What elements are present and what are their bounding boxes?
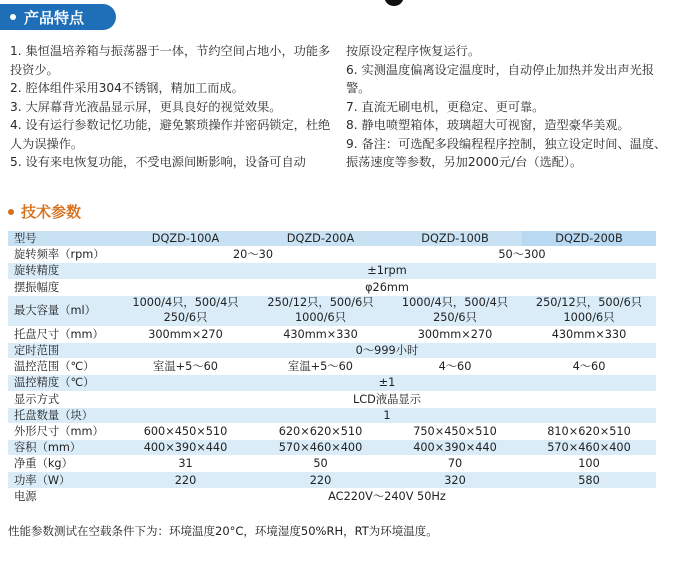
table-cell: 100: [522, 456, 656, 471]
table-cell: 620×620×510: [253, 424, 388, 439]
table-cell: 4～60: [522, 359, 656, 374]
table-row: [8, 489, 656, 504]
table-cell: 300mm×270: [118, 327, 253, 342]
row-label: 电源: [8, 489, 118, 504]
table-row: [8, 247, 656, 262]
row-label: 功率（W）: [8, 472, 118, 487]
specs-title-text: 技术参数: [21, 203, 82, 221]
row-label: 最大容量（ml）: [8, 296, 118, 326]
table-row: [8, 375, 656, 390]
row-label: 定时范围: [8, 343, 118, 358]
feature-item: 6. 实测温度偏离设定温度时，自动停止加热并发出声光报警。: [346, 62, 655, 95]
table-row: [8, 296, 656, 326]
table-row: [8, 263, 656, 278]
table-cell: 250/12只，500/6只 1000/6只: [253, 296, 388, 326]
table-cell: 580: [522, 472, 656, 487]
table-row: [8, 424, 656, 439]
table-row: [8, 327, 656, 342]
table-cell: φ26mm: [118, 280, 656, 295]
bullet-icon: [8, 209, 14, 215]
table-cell: 70: [388, 456, 522, 471]
specs-title: [8, 201, 81, 222]
table-row: [8, 359, 656, 374]
table-cell: 1: [118, 408, 656, 423]
table-row: [8, 472, 656, 487]
feature-item: 按原设定程序恢复运行。: [346, 44, 481, 58]
model-name: DQZD-100A: [118, 231, 253, 246]
table-cell: 400×390×440: [118, 440, 253, 455]
table-cell: 0～999小时: [118, 343, 656, 358]
table-row: [8, 392, 656, 407]
spec-table: [8, 230, 656, 505]
model-name: DQZD-100B: [388, 231, 522, 246]
table-cell: 430mm×330: [522, 327, 656, 342]
row-label: 托盘数量（块）: [8, 408, 118, 423]
table-cell: 300mm×270: [388, 327, 522, 342]
table-cell: 50～300: [388, 247, 656, 262]
table-cell: 1000/4只，500/4只 250/6只: [388, 296, 522, 326]
model-name: DQZD-200B: [522, 231, 656, 246]
table-cell: 570×460×400: [522, 440, 656, 455]
table-cell: 4～60: [388, 359, 522, 374]
features-right-column: [346, 42, 676, 172]
table-cell: 430mm×330: [253, 327, 388, 342]
table-cell: 220: [118, 472, 253, 487]
table-row: [8, 456, 656, 471]
feature-item: 4. 设有运行参数记忆功能，避免繁琐操作并密码锁定，杜绝人为误操作。: [10, 118, 331, 151]
features-banner: [0, 4, 116, 30]
table-cell: 31: [118, 456, 253, 471]
table-cell: 250/12只，500/6只 1000/6只: [522, 296, 656, 326]
feature-item: 9. 备注：可选配多段编程程序控制，独立设定时间、温度、振荡速度等参数，另加2000元/台（选配）。: [346, 136, 667, 169]
row-label: 显示方式: [8, 392, 118, 407]
row-label: 温控精度（℃）: [8, 375, 118, 390]
feature-item: 1. 集恒温培养箱与振荡器于一体，节约空间占地小，功能多投资少。: [10, 44, 331, 77]
table-cell: ±1: [118, 375, 656, 390]
table-row: [8, 231, 656, 246]
row-label: 旋转频率（rpm）: [8, 247, 118, 262]
table-cell: 570×460×400: [253, 440, 388, 455]
feature-item: 3. 大屏幕背光液晶显示屏，更具良好的视觉效果。: [10, 99, 282, 114]
row-label: 型号: [8, 231, 118, 246]
table-cell: 室温+5～60: [118, 359, 253, 374]
table-cell: 320: [388, 472, 522, 487]
table-cell: 1000/4只，500/4只 250/6只: [118, 296, 253, 326]
table-cell: 室温+5～60: [253, 359, 388, 374]
row-label: 净重（kg）: [8, 456, 118, 471]
table-row: [8, 343, 656, 358]
row-label: 温控范围（℃）: [8, 359, 118, 374]
table-cell: 50: [253, 456, 388, 471]
row-label: 托盘尺寸（mm）: [8, 327, 118, 342]
table-cell: 400×390×440: [388, 440, 522, 455]
test-conditions-note: 性能参数测试在空载条件下为：环境温度20°C，环境湿度50%RH，RT为环境温度。: [8, 524, 438, 538]
table-row: [8, 280, 656, 295]
row-label: 摆振幅度: [8, 280, 118, 295]
row-label: 容积（mm）: [8, 440, 118, 455]
decorative-curve: [384, 0, 404, 6]
table-cell: ±1rpm: [118, 263, 656, 278]
table-cell: 810×620×510: [522, 424, 656, 439]
bullet-icon: [10, 14, 16, 20]
feature-item: 2. 腔体组件采用304不锈钢，精加工而成。: [10, 81, 244, 95]
feature-item: 5. 设有来电恢复功能，不受电源间断影响，设备可自动: [10, 155, 306, 169]
table-cell: AC220V～240V 50Hz: [118, 489, 656, 504]
table-cell: 750×450×510: [388, 424, 522, 439]
table-cell: 220: [253, 472, 388, 487]
row-label: 旋转精度: [8, 263, 118, 278]
table-cell: LCD液晶显示: [118, 392, 656, 407]
features-title: 产品特点: [24, 8, 85, 27]
feature-item: 7. 直流无刷电机，更稳定、更可靠。: [346, 99, 545, 114]
table-row: [8, 408, 656, 423]
feature-item: 8. 静电喷塑箱体，玻璃超大可视窗，造型豪华美观。: [346, 118, 630, 132]
table-row: [8, 440, 656, 455]
table-cell: 600×450×510: [118, 424, 253, 439]
features-left-column: [10, 42, 335, 172]
row-label: 外形尺寸（mm）: [8, 424, 118, 439]
model-name: DQZD-200A: [253, 231, 388, 246]
table-cell: 20～30: [118, 247, 388, 262]
